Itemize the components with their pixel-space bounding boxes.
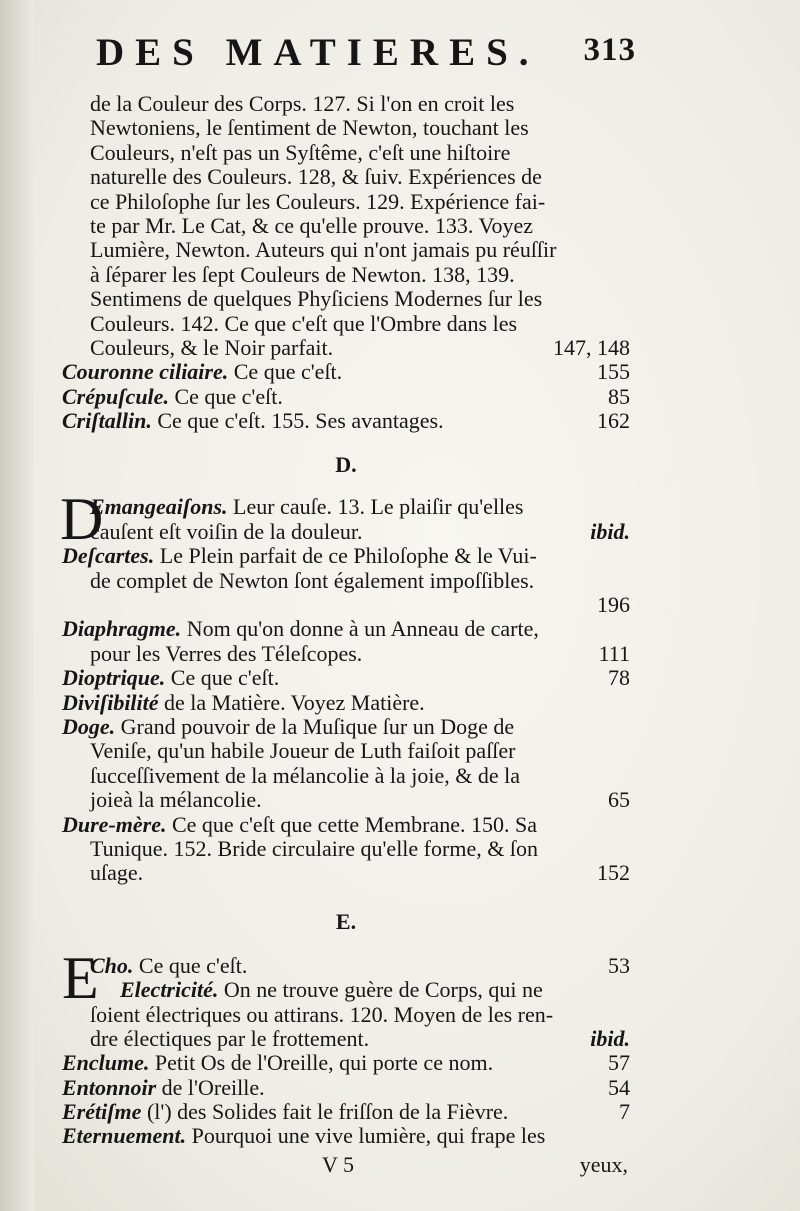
entry-text: Le Plein parfait de ce Philoſophe & le Vui- [154,543,537,569]
section-letter-d: D. [335,452,357,478]
text-line: Couleurs. 142. Ce que c'eſt que l'Ombre dans les [90,310,518,336]
entry-headword: Dioptrique. [62,665,166,691]
page-reference: 7 [619,1099,630,1125]
index-text [62,92,630,1149]
entry-headword: Enclume. [62,1050,150,1076]
entry-headword: Electricité. [120,977,219,1003]
drop-cap-e: E [62,944,99,1011]
entry-headword: Couronne ciliaire. [62,359,229,385]
index-entry [62,691,630,715]
page-reference: 57 [608,1050,630,1076]
index-entry [62,617,630,641]
text-line: ce Philoſophe ſur les Couleurs. 129. Expérience fai- [90,188,546,214]
header-title: DES MATIERES. [96,31,540,74]
page-reference: 78 [608,665,630,691]
index-entry [62,666,630,690]
signature-mark: V 5 [322,1152,354,1177]
index-entry [62,944,630,1011]
page-reference: 53 [608,952,630,978]
entry-text: On ne trouve guère de Corps, qui ne [218,977,543,1003]
section-letter-e: E. [335,908,357,934]
entry-text: pour les Verres des Téleſcopes. [90,640,363,666]
entry-text: Ce que c'eſt que cette Membrane. 150. Sa [166,811,537,837]
entry-text: (l') des Solides fait le friſſon de la Fièvre. [141,1099,509,1125]
text-line: Newtoniens, le ſentiment de Newton, touchant les [90,115,529,141]
text-line: ſoient électriques ou attirans. 120. Moyen de les ren- [90,1001,554,1027]
text-line: Tunique. 152. Bride circulaire qu'elle forme, & ſon [90,835,538,861]
index-entry [62,544,630,568]
text-line: ſucceſſivement de la mélancolie à la joie, & de la [90,762,521,788]
page-reference: 152 [597,860,630,886]
index-entry [62,1100,630,1124]
entry-text: joieà la mélancolie. [90,787,262,813]
text-line: de la Couleur des Corps. 127. Si l'on en croit les [90,91,515,116]
text-line: Lumière, Newton. Auteurs qui n'ont jamais pu réuſſir [90,237,557,263]
entry-headword: Criſtallin. [62,408,152,434]
entry-text: uſage. [90,860,144,886]
entry-headword: Diviſibilité [62,689,159,715]
text-line: Sentimens de quelques Phyſiciens Modernes ſur les [90,286,543,312]
entry-text: Pourquoi une vive lumière, qui frape les [186,1123,546,1149]
index-entry [62,715,630,739]
running-header [96,30,636,80]
index-entry [62,360,630,384]
index-entry [62,1051,630,1075]
index-entry [60,486,630,553]
entry-text: de la Matière. Voyez Matière. [158,689,425,715]
entry-text: cauſent eſt voiſin de la douleur. [90,518,363,544]
page-reference: 196 [597,592,630,618]
page-reference: ibid. [590,1025,630,1051]
text-line: naturelle des Couleurs. 128, & ſuiv. Expériences de [90,164,542,190]
page-number: 313 [583,32,636,68]
entry-text: Nom qu'on donne à un Anneau de carte, [181,616,539,642]
page-reference: 65 [608,787,630,813]
text-line: Veniſe, qu'un habile Joueur de Luth faiſoit paſſer [90,738,516,764]
entry-headword: Diaphragme. [62,616,182,642]
index-entry [62,1076,630,1100]
page-reference: 162 [597,408,630,434]
entry-headword: Erétiſme [62,1099,142,1125]
entry-headword: Entonnoir [62,1074,157,1100]
index-entry [62,385,630,409]
index-entry [62,1124,630,1148]
page-reference: 85 [608,383,630,409]
entry-headword: Emangeaiſons. [90,494,228,520]
text-line-content: Couleurs, & le Noir parfait. [90,334,334,360]
entry-text: Petit Os de l'Oreille, qui porte ce nom. [149,1050,494,1076]
page-reference: 111 [598,640,630,666]
entry-headword: Deſcartes. [62,543,155,569]
index-entry [62,813,630,837]
entry-text: Leur cauſe. 13. Le plaiſir qu'elles [227,494,524,520]
page-reference: 54 [608,1074,630,1100]
entry-text: dre électiques par le frottement. [90,1025,370,1051]
text-line: te par Mr. Le Cat, & ce qu'elle prouve. 133. Voyez [90,212,534,238]
drop-cap-d: D [60,486,104,553]
text-line: Couleurs, n'eſt pas un Syſtême, c'eſt une hiſtoire [90,139,511,165]
entry-headword: Doge. [62,713,116,739]
entry-text: Grand pouvoir de la Muſique ſur un Doge de [115,713,515,739]
entry-text: Ce que c'eſt. [133,952,248,978]
page-reference: 155 [597,359,630,385]
entry-text: Ce que c'eſt. [165,665,280,691]
entry-text: Ce que c'eſt. 155. Ses avantages. [151,408,444,434]
entry-headword: Cho. [90,952,134,978]
entry-headword: Eternuement. [62,1123,187,1149]
entry-text: Ce que c'eſt. [168,383,283,409]
page-reference: ibid. [590,518,630,544]
entry-headword: Dure-mère. [62,811,167,837]
text-line: à ſéparer les ſept Couleurs de Newton. 138, 139. [90,261,515,287]
text-line: de complet de Newton ſont également impoſſibles. [90,567,535,593]
page-gutter-shadow [0,0,34,1211]
entry-text: Ce que c'eſt. [228,359,343,385]
page-reference: 147, 148 [553,334,630,360]
page-footer [62,1152,628,1180]
entry-text: de l'Oreille. [156,1074,265,1100]
catchword: yeux, [579,1152,628,1177]
entry-headword: Crépuſcule. [62,383,169,409]
text-line [62,336,630,360]
index-entry [62,409,630,433]
